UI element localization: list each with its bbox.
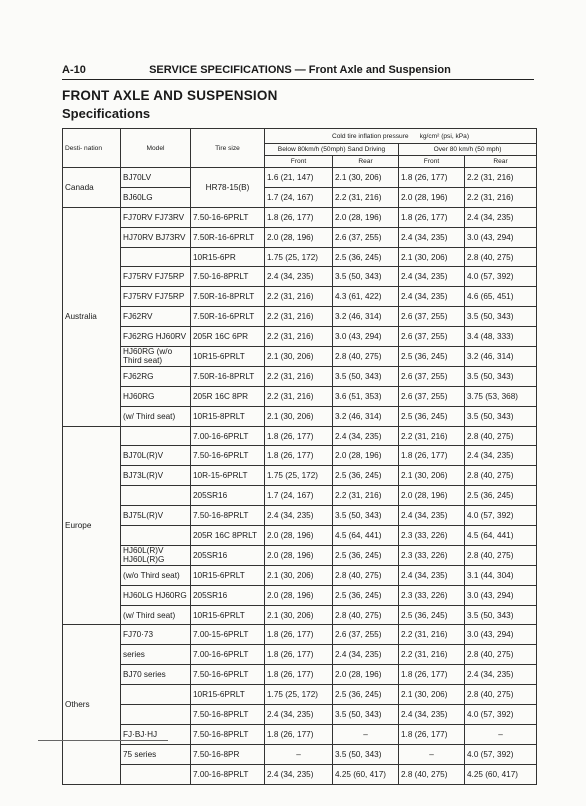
front-over-cell: 2.5 (36, 245)	[399, 347, 465, 367]
front-over-cell: 2.2 (31, 216)	[399, 426, 465, 446]
table-row	[63, 585, 537, 605]
tire-cell: 7.50-16-6PRLT	[191, 665, 265, 685]
tire-cell: 7.00-16-6PRLT	[191, 426, 265, 446]
front-over-cell: 1.8 (26, 177)	[399, 446, 465, 466]
front-over-cell: 2.8 (40, 275)	[399, 764, 465, 784]
front-over-cell: 2.3 (33, 226)	[399, 526, 465, 546]
rear-over-cell: 2.8 (40, 275)	[465, 466, 537, 486]
front-over-cell: 1.8 (26, 177)	[399, 207, 465, 227]
front-below-cell: 1.8 (26, 177)	[265, 665, 333, 685]
front-over-cell: 2.0 (28, 196)	[399, 187, 465, 207]
tire-cell: 7.50R-16-8PRLT	[191, 366, 265, 386]
front-below-cell: 2.2 (31, 216)	[265, 366, 333, 386]
front-over-cell: 2.1 (30, 206)	[399, 466, 465, 486]
table-row	[63, 605, 537, 625]
tire-cell: 205SR16	[191, 486, 265, 506]
header-rear: Rear	[465, 156, 537, 168]
table-row	[63, 386, 537, 406]
model-cell: FJ70·73	[121, 625, 191, 645]
front-below-cell: 2.2 (31, 216)	[265, 287, 333, 307]
tire-cell: 10R-15-6PRLT	[191, 466, 265, 486]
model-cell: FJ75RV FJ75RP	[121, 287, 191, 307]
rear-below-cell: 2.6 (37, 255)	[333, 625, 399, 645]
model-cell: BJ75L(R)V	[121, 506, 191, 526]
rear-below-cell: 2.5 (36, 245)	[333, 466, 399, 486]
front-below-cell: 2.1 (30, 206)	[265, 565, 333, 585]
front-over-cell: 1.8 (26, 177)	[399, 665, 465, 685]
front-below-cell: 1.75 (25, 172)	[265, 247, 333, 267]
rear-below-cell: 3.0 (43, 294)	[333, 327, 399, 347]
table-row	[63, 227, 537, 247]
front-over-cell: 1.8 (26, 177)	[399, 724, 465, 744]
front-over-cell: 2.4 (34, 235)	[399, 565, 465, 585]
tire-cell: 205R 16C 8PR	[191, 386, 265, 406]
rear-below-cell: 2.0 (28, 196)	[333, 446, 399, 466]
tire-cell: 205SR16	[191, 585, 265, 605]
tire-cell: 7.50-16-8PRLT	[191, 705, 265, 725]
rear-below-cell: 3.6 (51, 353)	[333, 386, 399, 406]
model-cell	[121, 764, 191, 784]
tire-cell: 7.50R-16-6PRLT	[191, 307, 265, 327]
tire-cell: 205R 16C 8PRLT	[191, 526, 265, 546]
rear-over-cell: 2.5 (36, 245)	[465, 486, 537, 506]
tire-cell: 205SR16	[191, 545, 265, 565]
table-row	[63, 327, 537, 347]
rear-over-cell: 4.25 (60, 417)	[465, 764, 537, 784]
rear-below-cell: 2.0 (28, 196)	[333, 665, 399, 685]
tire-cell: HR78-15(B)	[191, 168, 265, 208]
tire-cell: 7.50R-16-8PRLT	[191, 287, 265, 307]
rear-below-cell: 3.2 (46, 314)	[333, 406, 399, 426]
rear-over-cell: –	[465, 724, 537, 744]
rear-below-cell: 3.5 (50, 343)	[333, 267, 399, 287]
footer-rule	[38, 740, 168, 741]
tire-cell: 205R 16C 6PR	[191, 327, 265, 347]
table-row	[63, 685, 537, 705]
header-front: Front	[399, 156, 465, 168]
tire-cell: 7.00-15-6PRLT	[191, 625, 265, 645]
rear-over-cell: 3.0 (43, 294)	[465, 227, 537, 247]
front-below-cell: 1.8 (26, 177)	[265, 724, 333, 744]
front-below-cell: 2.0 (28, 196)	[265, 585, 333, 605]
table-row	[63, 366, 537, 386]
front-below-cell: 1.7 (24, 167)	[265, 486, 333, 506]
rear-below-cell: 2.8 (40, 275)	[333, 565, 399, 585]
sub-title: Specifications	[62, 106, 151, 121]
tire-cell: 10R15-6PRLT	[191, 685, 265, 705]
front-over-cell: 2.4 (34, 235)	[399, 705, 465, 725]
model-cell: FJ62RG HJ60RV	[121, 327, 191, 347]
rear-below-cell: –	[333, 724, 399, 744]
front-over-cell: 2.0 (28, 196)	[399, 486, 465, 506]
front-below-cell: 2.4 (34, 235)	[265, 764, 333, 784]
rear-below-cell: 3.5 (50, 343)	[333, 506, 399, 526]
page-header	[62, 64, 451, 76]
rear-below-cell: 2.6 (37, 255)	[333, 227, 399, 247]
rear-below-cell: 4.5 (64, 441)	[333, 526, 399, 546]
section-title: FRONT AXLE AND SUSPENSION	[62, 88, 278, 103]
rear-over-cell: 2.2 (31, 216)	[465, 168, 537, 188]
front-over-cell: 2.4 (34, 235)	[399, 287, 465, 307]
table-row	[63, 426, 537, 446]
rear-below-cell: 2.4 (34, 235)	[333, 426, 399, 446]
tire-cell: 10R15-6PRLT	[191, 565, 265, 585]
table-row	[63, 545, 537, 565]
front-over-cell: 2.6 (37, 255)	[399, 386, 465, 406]
table-row	[63, 187, 537, 207]
rear-below-cell: 2.2 (31, 216)	[333, 187, 399, 207]
header-pressure-label: Cold tire inflation pressure	[331, 132, 409, 140]
rear-below-cell: 2.5 (36, 245)	[333, 247, 399, 267]
rear-over-cell: 3.1 (44, 304)	[465, 565, 537, 585]
rear-over-cell: 3.0 (43, 294)	[465, 625, 537, 645]
model-cell: (w/ Third seat)	[121, 406, 191, 426]
rear-below-cell: 2.0 (28, 196)	[333, 207, 399, 227]
front-below-cell: 1.7 (24, 167)	[265, 187, 333, 207]
table-row	[63, 625, 537, 645]
model-cell	[121, 486, 191, 506]
rear-below-cell: 2.8 (40, 275)	[333, 605, 399, 625]
table-row	[63, 207, 537, 227]
front-below-cell: 2.1 (30, 206)	[265, 347, 333, 367]
rear-below-cell: 2.5 (36, 245)	[333, 685, 399, 705]
front-below-cell: 2.1 (30, 206)	[265, 605, 333, 625]
header-rear: Rear	[333, 156, 399, 168]
tire-cell: 10R15-6PR	[191, 247, 265, 267]
model-cell: BJ70L(R)V	[121, 446, 191, 466]
rear-over-cell: 2.8 (40, 275)	[465, 545, 537, 565]
front-over-cell: 2.6 (37, 255)	[399, 327, 465, 347]
rear-below-cell: 4.3 (61, 422)	[333, 287, 399, 307]
front-below-cell: 2.2 (31, 216)	[265, 307, 333, 327]
rear-below-cell: 3.5 (50, 343)	[333, 744, 399, 764]
rear-over-cell: 2.4 (34, 235)	[465, 665, 537, 685]
table-row	[63, 168, 537, 188]
model-cell: FJ·BJ·HJ	[121, 724, 191, 744]
front-below-cell: 1.75 (25, 172)	[265, 685, 333, 705]
tire-cell: 7.50-16-6PRLT	[191, 207, 265, 227]
tire-cell: 7.50R-16-6PRLT	[191, 227, 265, 247]
front-over-cell: 2.6 (37, 255)	[399, 366, 465, 386]
model-cell: HJ70RV BJ73RV	[121, 227, 191, 247]
front-over-cell: 2.3 (33, 226)	[399, 585, 465, 605]
front-below-cell: 1.8 (26, 177)	[265, 645, 333, 665]
table-row	[63, 744, 537, 764]
front-below-cell: 2.4 (34, 235)	[265, 705, 333, 725]
rear-below-cell: 3.5 (50, 343)	[333, 705, 399, 725]
front-over-cell: 2.5 (36, 245)	[399, 605, 465, 625]
header-rule	[62, 79, 534, 80]
rear-over-cell: 2.4 (34, 235)	[465, 446, 537, 466]
tire-cell: 7.50-16-6PRLT	[191, 446, 265, 466]
front-below-cell: 1.8 (26, 177)	[265, 207, 333, 227]
table-row	[63, 446, 537, 466]
page-number: A-10	[62, 64, 86, 76]
model-cell	[121, 247, 191, 267]
front-below-cell: 2.0 (28, 196)	[265, 526, 333, 546]
model-cell: FJ70RV FJ73RV	[121, 207, 191, 227]
front-over-cell: 2.4 (34, 235)	[399, 227, 465, 247]
front-below-cell: 2.2 (31, 216)	[265, 386, 333, 406]
front-below-cell: 2.4 (34, 235)	[265, 506, 333, 526]
destination-cell: Europe	[63, 426, 121, 625]
rear-below-cell: 2.8 (40, 275)	[333, 347, 399, 367]
tire-cell: 7.50-16-8PRLT	[191, 506, 265, 526]
table-row	[63, 247, 537, 267]
header-below-80: Below 80km/h (50mph) Sand Driving	[265, 144, 399, 156]
header-pressure	[265, 129, 537, 144]
tire-cell: 10R15-6PRLT	[191, 605, 265, 625]
model-cell: (w/o Third seat)	[121, 565, 191, 585]
table-row	[63, 466, 537, 486]
model-cell: FJ62RV	[121, 307, 191, 327]
rear-over-cell: 3.2 (46, 314)	[465, 347, 537, 367]
rear-over-cell: 3.75 (53, 368)	[465, 386, 537, 406]
front-below-cell: 1.8 (26, 177)	[265, 426, 333, 446]
rear-below-cell: 2.4 (34, 235)	[333, 645, 399, 665]
rear-over-cell: 2.8 (40, 275)	[465, 685, 537, 705]
destination-cell: Canada	[63, 168, 121, 208]
rear-below-cell: 2.1 (30, 206)	[333, 168, 399, 188]
model-cell: HJ60L(R)V HJ60L(R)G	[121, 545, 191, 565]
spec-table	[62, 128, 537, 785]
model-cell: HJ60LG HJ60RG	[121, 585, 191, 605]
destination-cell: Australia	[63, 207, 121, 426]
rear-over-cell: 4.0 (57, 392)	[465, 267, 537, 287]
front-over-cell: 2.2 (31, 216)	[399, 645, 465, 665]
model-cell: BJ70 series	[121, 665, 191, 685]
table-row	[63, 645, 537, 665]
header-destination: Desti- nation	[63, 129, 121, 168]
front-over-cell: –	[399, 744, 465, 764]
front-below-cell: 2.1 (30, 206)	[265, 406, 333, 426]
rear-over-cell: 3.5 (50, 343)	[465, 366, 537, 386]
rear-over-cell: 2.2 (31, 216)	[465, 187, 537, 207]
table-row	[63, 267, 537, 287]
rear-over-cell: 3.5 (50, 343)	[465, 406, 537, 426]
rear-over-cell: 4.6 (65, 451)	[465, 287, 537, 307]
header-unit: kg/cm² (psi, kPa)	[419, 132, 470, 140]
table-row	[63, 506, 537, 526]
table-row	[63, 347, 537, 367]
front-over-cell: 2.1 (30, 206)	[399, 247, 465, 267]
table-row	[63, 287, 537, 307]
rear-over-cell: 4.0 (57, 392)	[465, 744, 537, 764]
rear-over-cell: 2.8 (40, 275)	[465, 645, 537, 665]
front-below-cell: 2.2 (31, 216)	[265, 327, 333, 347]
front-below-cell: 2.0 (28, 196)	[265, 545, 333, 565]
table-row	[63, 565, 537, 585]
model-cell	[121, 526, 191, 546]
tire-cell: 10R15-8PRLT	[191, 406, 265, 426]
model-cell: BJ70LV	[121, 168, 191, 188]
tire-cell: 10R15-6PRLT	[191, 347, 265, 367]
destination-cell: Others	[63, 625, 121, 784]
table-row	[63, 486, 537, 506]
header-model: Model	[121, 129, 191, 168]
model-cell	[121, 705, 191, 725]
tire-cell: 7.00-16-6PRLT	[191, 645, 265, 665]
rear-below-cell: 3.2 (46, 314)	[333, 307, 399, 327]
table-row	[63, 307, 537, 327]
front-over-cell: 2.2 (31, 216)	[399, 625, 465, 645]
header-front: Front	[265, 156, 333, 168]
tire-cell: 7.00-16-8PRLT	[191, 764, 265, 784]
model-cell	[121, 426, 191, 446]
rear-below-cell: 3.5 (50, 343)	[333, 366, 399, 386]
tire-cell: 7.50-16-8PR	[191, 744, 265, 764]
model-cell: 75 series	[121, 744, 191, 764]
front-over-cell: 2.1 (30, 206)	[399, 685, 465, 705]
front-below-cell: 2.0 (28, 196)	[265, 227, 333, 247]
table-row	[63, 526, 537, 546]
rear-over-cell: 4.5 (64, 441)	[465, 526, 537, 546]
table-row	[63, 724, 537, 744]
model-cell: HJ60RG (w/o Third seat)	[121, 347, 191, 367]
header-over-80: Over 80 km/h (50 mph)	[399, 144, 537, 156]
model-cell: BJ60LG	[121, 187, 191, 207]
tire-cell: 7.50-16-8PRLT	[191, 267, 265, 287]
table-row	[63, 406, 537, 426]
model-cell: HJ60RG	[121, 386, 191, 406]
table-row	[63, 764, 537, 784]
front-below-cell: 2.4 (34, 235)	[265, 267, 333, 287]
rear-over-cell: 3.5 (50, 343)	[465, 307, 537, 327]
model-cell: BJ73L(R)V	[121, 466, 191, 486]
front-below-cell: 1.6 (21, 147)	[265, 168, 333, 188]
table-row	[63, 665, 537, 685]
front-over-cell: 1.8 (26, 177)	[399, 168, 465, 188]
rear-over-cell: 4.0 (57, 392)	[465, 506, 537, 526]
rear-over-cell: 2.8 (40, 275)	[465, 426, 537, 446]
front-over-cell: 2.5 (36, 245)	[399, 406, 465, 426]
front-below-cell: 1.8 (26, 177)	[265, 625, 333, 645]
front-below-cell: 1.8 (26, 177)	[265, 446, 333, 466]
rear-below-cell: 2.5 (36, 245)	[333, 585, 399, 605]
header-title: SERVICE SPECIFICATIONS — Front Axle and Suspension	[149, 64, 451, 76]
front-over-cell: 2.6 (37, 255)	[399, 307, 465, 327]
table-row	[63, 705, 537, 725]
front-below-cell: –	[265, 744, 333, 764]
rear-over-cell: 3.0 (43, 294)	[465, 585, 537, 605]
rear-below-cell: 2.5 (36, 245)	[333, 545, 399, 565]
rear-below-cell: 2.2 (31, 216)	[333, 486, 399, 506]
rear-over-cell: 2.4 (34, 235)	[465, 207, 537, 227]
rear-over-cell: 3.5 (50, 343)	[465, 605, 537, 625]
front-over-cell: 2.4 (34, 235)	[399, 267, 465, 287]
header-tire-size: Tire size	[191, 129, 265, 168]
rear-over-cell: 3.4 (48, 333)	[465, 327, 537, 347]
rear-below-cell: 4.25 (60, 417)	[333, 764, 399, 784]
front-below-cell: 1.75 (25, 172)	[265, 466, 333, 486]
model-cell: FJ62RG	[121, 366, 191, 386]
rear-over-cell: 2.8 (40, 275)	[465, 247, 537, 267]
model-cell	[121, 685, 191, 705]
rear-over-cell: 4.0 (57, 392)	[465, 705, 537, 725]
front-over-cell: 2.3 (33, 226)	[399, 545, 465, 565]
tire-cell: 7.50-16-8PRLT	[191, 724, 265, 744]
front-over-cell: 2.4 (34, 235)	[399, 506, 465, 526]
model-cell: (w/ Third seat)	[121, 605, 191, 625]
model-cell: series	[121, 645, 191, 665]
model-cell: FJ75RV FJ75RP	[121, 267, 191, 287]
